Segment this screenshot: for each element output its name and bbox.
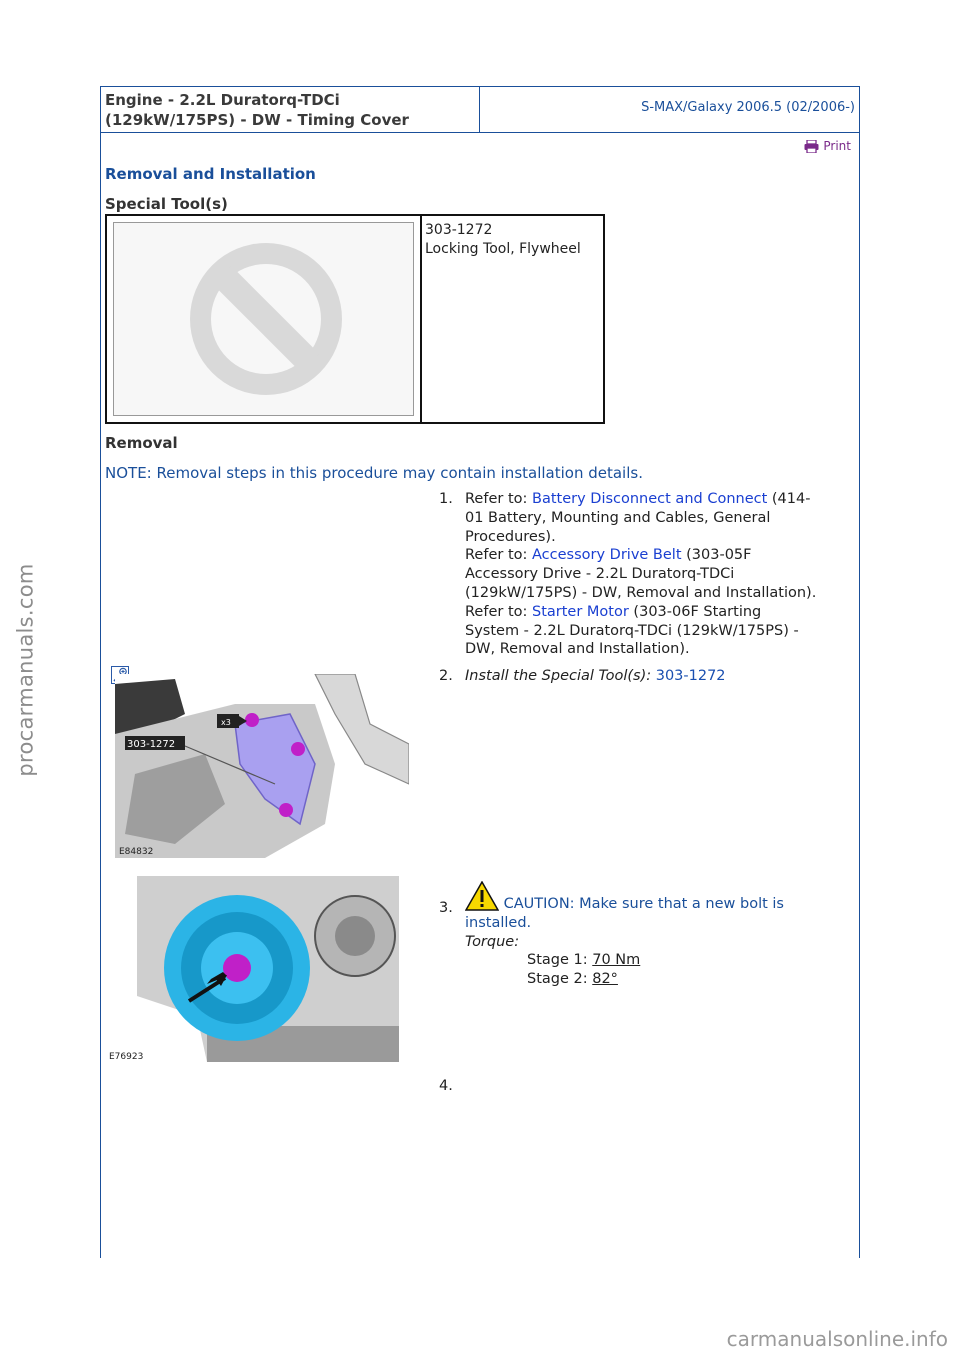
ref-suffix: Procedures).	[465, 528, 556, 545]
tool-number: 303-1272	[425, 222, 493, 238]
side-watermark-text: procarmanuals.com	[14, 563, 38, 777]
manual-page	[100, 86, 860, 1258]
image-code: E76923	[109, 1052, 144, 1062]
header-title-line2: (129kW/175PS) - DW - Timing Cover	[105, 111, 409, 129]
ref-suffix: (303-05F	[681, 547, 752, 564]
bottom-watermark: carmanualsonline.info	[726, 1327, 948, 1351]
tool-description-cell	[422, 216, 603, 422]
step-3	[439, 881, 855, 989]
ref-suffix: 01 Battery, Mounting and Cables, General	[465, 509, 771, 526]
callout-quantity: x3	[221, 718, 231, 727]
section-title: Removal and Installation	[105, 165, 316, 183]
step-1-ref-2	[465, 546, 855, 602]
link-accessory-drive-belt[interactable]: Accessory Drive Belt	[532, 547, 682, 564]
page-header	[101, 87, 859, 133]
caution-block	[465, 881, 855, 933]
stage-1-value: 70 Nm	[592, 952, 641, 969]
print-button[interactable]	[804, 139, 851, 153]
stage-2-value: 82°	[592, 971, 618, 988]
side-watermark	[6, 540, 46, 800]
caution-icon	[465, 881, 499, 911]
image-code: E84832	[119, 847, 154, 857]
ref-prefix: Refer to:	[465, 547, 532, 564]
step-2	[439, 667, 855, 686]
stage-1-label: Stage 1:	[527, 952, 593, 969]
step-1-ref-1	[465, 490, 855, 546]
torque-stage-1	[465, 951, 855, 970]
special-tools-heading: Special Tool(s)	[105, 195, 228, 213]
special-tools-table	[105, 214, 605, 424]
prohibited-icon	[114, 223, 414, 419]
step-number: 4.	[439, 1078, 453, 1094]
removal-note: NOTE: Removal steps in this procedure may contain installation details.	[105, 464, 643, 482]
ref-suffix: Accessory Drive - 2.2L Duratorq-TDCi	[465, 566, 735, 583]
printer-icon	[804, 140, 819, 153]
step-number: 1.	[439, 491, 453, 507]
print-label: Print	[823, 139, 851, 153]
ref-suffix: (129kW/175PS) - DW, Removal and Installation).	[465, 584, 817, 601]
caution-text-continued: installed.	[465, 914, 532, 931]
torque-label: Torque:	[465, 933, 520, 950]
link-battery-disconnect[interactable]: Battery Disconnect and Connect	[532, 491, 768, 507]
step-3-image	[107, 876, 399, 1062]
caution-text: CAUTION: Make sure that a new bolt is	[503, 896, 784, 912]
step-1-ref-3	[465, 603, 855, 659]
header-model: S-MAX/Galaxy 2006.5 (02/2006-)	[641, 100, 855, 115]
ref-prefix: Refer to:	[465, 603, 532, 620]
step-1	[439, 490, 855, 659]
header-title	[101, 87, 480, 132]
link-starter-motor[interactable]: Starter Motor	[532, 603, 629, 620]
tool-image	[113, 222, 414, 416]
ref-prefix: Refer to:	[465, 491, 532, 507]
ref-suffix: DW, Removal and Installation).	[465, 641, 690, 658]
ref-suffix: System - 2.2L Duratorq-TDCi (129kW/175PS) -	[465, 622, 799, 639]
tool-name: Locking Tool, Flywheel	[425, 241, 581, 257]
tool-image-cell	[107, 216, 422, 422]
header-title-line1: Engine - 2.2L Duratorq-TDCi	[105, 91, 340, 109]
link-tool-303-1272[interactable]: 303-1272	[655, 668, 726, 684]
step-number: 2.	[439, 668, 453, 684]
removal-heading: Removal	[105, 434, 178, 452]
ref-suffix: (303-06F Starting	[628, 603, 762, 620]
step-2-image	[115, 674, 409, 858]
step-2-instruction: Install the Special Tool(s):	[465, 668, 656, 684]
torque-stage-2	[465, 970, 855, 989]
step-number: 3.	[439, 900, 453, 916]
stage-2-label: Stage 2:	[527, 971, 593, 988]
ref-suffix: (414-	[767, 491, 811, 507]
callout-tool-number: 303-1272	[127, 739, 176, 750]
